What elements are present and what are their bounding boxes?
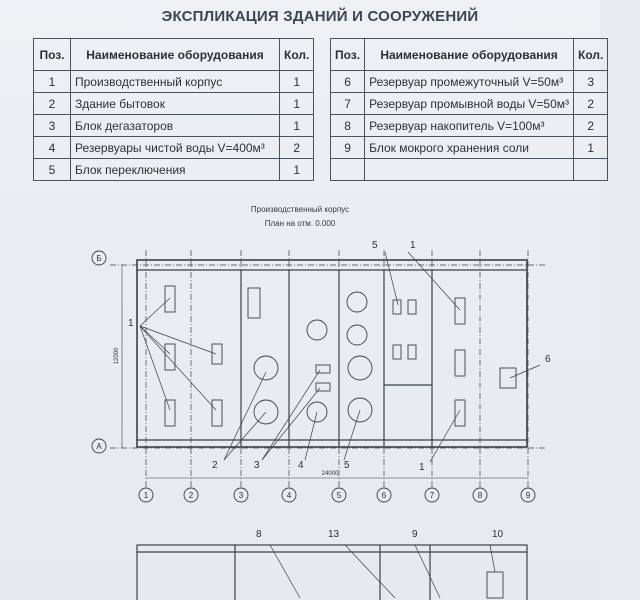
interior-walls bbox=[137, 270, 527, 447]
cell-qty: 2 bbox=[280, 137, 314, 159]
callout-number: 6 bbox=[545, 354, 551, 365]
header-name: Наименование оборудования bbox=[365, 39, 574, 71]
cell-qty: 1 bbox=[280, 93, 314, 115]
cell-pos: 1 bbox=[34, 71, 71, 93]
cell-name: Резервуары чистой воды V=400м³ bbox=[71, 137, 280, 159]
cell-name: Резервуар промывной воды V=50м³ bbox=[365, 93, 574, 115]
header-qty: Кол. bbox=[574, 39, 608, 71]
axis-bubbles bbox=[92, 251, 535, 502]
cell-pos: 5 bbox=[34, 159, 71, 181]
axis-label: 2 bbox=[188, 491, 194, 500]
cell-qty: 1 bbox=[280, 115, 314, 137]
axis-label: 3 bbox=[238, 491, 244, 500]
callout-number: 8 bbox=[256, 529, 262, 540]
dimension-width: 24000 bbox=[321, 471, 339, 477]
building-outline bbox=[137, 260, 527, 447]
cell-name: Резервуар накопитель V=100м³ bbox=[365, 115, 574, 137]
callout-number: 5 bbox=[372, 240, 378, 251]
axis-label: 5 bbox=[336, 491, 342, 500]
axis-label: Б bbox=[96, 254, 102, 263]
cell-name: Резервуар промежуточный V=50м³ bbox=[365, 71, 574, 93]
callout-number: 1 bbox=[419, 462, 425, 473]
cell-qty: 1 bbox=[280, 71, 314, 93]
cell-qty: 2 bbox=[574, 93, 608, 115]
cell-pos: 6 bbox=[331, 71, 365, 93]
callout-number: 1 bbox=[410, 240, 416, 251]
callout-number: 10 bbox=[492, 529, 504, 540]
document-title: ЭКСПЛИКАЦИЯ ЗДАНИЙ И СООРУЖЕНИЙ bbox=[161, 8, 479, 25]
axis-label: 6 bbox=[381, 491, 387, 500]
axis-label: 9 bbox=[525, 491, 531, 500]
tanks bbox=[254, 292, 372, 424]
cell-pos: 2 bbox=[34, 93, 71, 115]
cell-pos: 8 bbox=[331, 115, 365, 137]
dimension-lines bbox=[122, 265, 528, 478]
cell-pos: 3 bbox=[34, 115, 71, 137]
callout-number: 3 bbox=[254, 460, 260, 471]
header-name: Наименование оборудования bbox=[71, 39, 280, 71]
callout-number: 4 bbox=[298, 460, 304, 471]
plan-title: Производственный корпус bbox=[250, 205, 350, 214]
cell-qty: 3 bbox=[574, 71, 608, 93]
cell-name: Производственный корпус bbox=[71, 71, 280, 93]
callout-number: 13 bbox=[328, 529, 340, 540]
cell-qty: 1 bbox=[280, 159, 314, 181]
axis-label: 4 bbox=[286, 491, 292, 500]
equipment-blocks bbox=[165, 286, 516, 426]
cell-qty: 1 bbox=[574, 137, 608, 159]
callout-number: 2 bbox=[212, 460, 218, 471]
plan-subtitle: План на отм. 0.000 bbox=[264, 219, 336, 228]
second-plan bbox=[137, 545, 527, 600]
callout-number: 5 bbox=[344, 460, 350, 471]
cell-pos: 4 bbox=[34, 137, 71, 159]
axis-label: А bbox=[96, 442, 102, 451]
axis-label: 7 bbox=[429, 491, 435, 500]
callout-number: 9 bbox=[412, 529, 418, 540]
header-pos: Поз. bbox=[34, 39, 71, 71]
dimension-height: 12000 bbox=[114, 347, 120, 365]
cell-name: Здание бытовок bbox=[71, 93, 280, 115]
callout-number: 1 bbox=[128, 318, 134, 329]
cell-name: Блок мокрого хранения соли bbox=[365, 137, 574, 159]
cell-pos: 7 bbox=[331, 93, 365, 115]
header-pos: Поз. bbox=[331, 39, 365, 71]
cell-qty: 2 bbox=[574, 115, 608, 137]
axis-label: 8 bbox=[477, 491, 483, 500]
cell-pos: 9 bbox=[331, 137, 365, 159]
header-qty: Кол. bbox=[280, 39, 314, 71]
cell-name: Блок дегазаторов bbox=[71, 115, 280, 137]
cell-name: Блок переключения bbox=[71, 159, 280, 181]
axis-label: 1 bbox=[143, 491, 149, 500]
